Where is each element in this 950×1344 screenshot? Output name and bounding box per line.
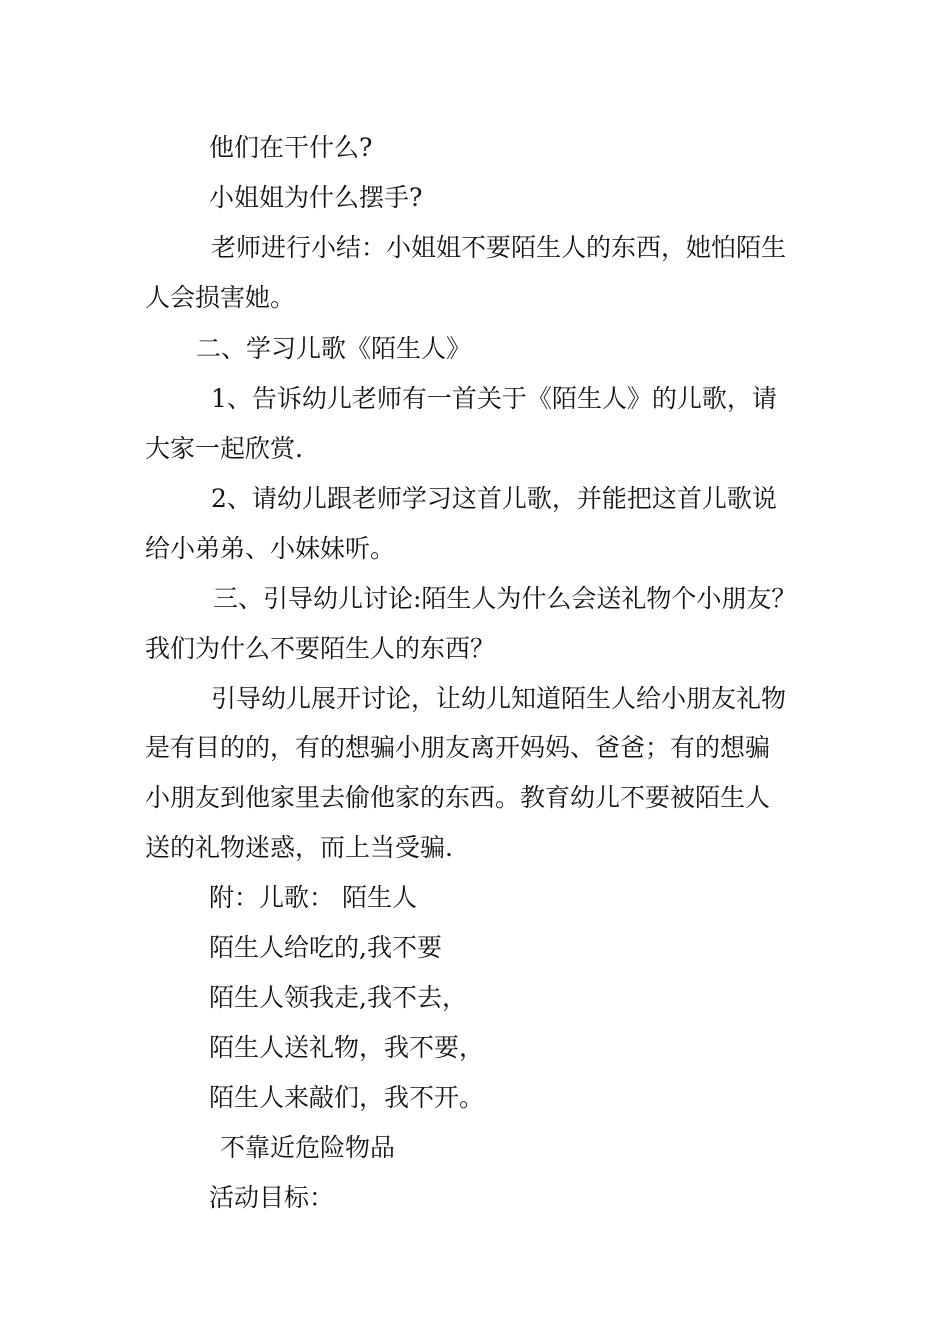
poem-line: 陌生人领我走,我不去， xyxy=(209,983,467,1012)
text-line: 小姐姐为什么摆手? xyxy=(209,183,423,212)
section-heading: 二、学习儿歌《陌生人》 xyxy=(196,334,472,363)
text-line: 引导幼儿展开讨论，让幼儿知道陌生人给小朋友礼物 xyxy=(211,684,787,713)
text-line: 给小弟弟、小妹妹听。 xyxy=(145,534,396,563)
poem-title: 附：儿歌： 陌生人 xyxy=(209,883,417,912)
poem-line: 陌生人送礼物，我不要， xyxy=(209,1033,485,1062)
text-line: 2、请幼儿跟老师学习这首儿歌，并能把这首儿歌说 xyxy=(211,484,777,513)
section-title: 不靠近危险物品 xyxy=(220,1133,396,1162)
text-line: 老师进行小结：小姐姐不要陌生人的东西，她怕陌生 xyxy=(211,233,787,262)
text-line: 送的礼物迷惑，而上当受骗. xyxy=(145,833,453,862)
text-line: 活动目标： xyxy=(209,1183,335,1212)
text-line: 是有目的的，有的想骗小朋友离开妈妈、爸爸；有的想骗 xyxy=(145,733,771,762)
text-line: 小朋友到他家里去偷他家的东西。教育幼儿不要被陌生人 xyxy=(145,783,771,812)
text-line: 大家一起欣赏. xyxy=(145,434,303,463)
section-heading: 三、引导幼儿讨论:陌生人为什么会送礼物个小朋友？ xyxy=(213,584,797,613)
poem-line: 陌生人给吃的,我不要 xyxy=(209,933,442,962)
poem-line: 陌生人来敲们，我不开。 xyxy=(209,1083,485,1112)
text-line: 我们为什么不要陌生人的东西？ xyxy=(145,634,496,663)
text-line: 人会损害她。 xyxy=(145,283,296,312)
text-line: 1、告诉幼儿老师有一首关于《陌生人》的儿歌，请 xyxy=(211,384,777,413)
text-line: 他们在干什么? xyxy=(209,133,373,162)
